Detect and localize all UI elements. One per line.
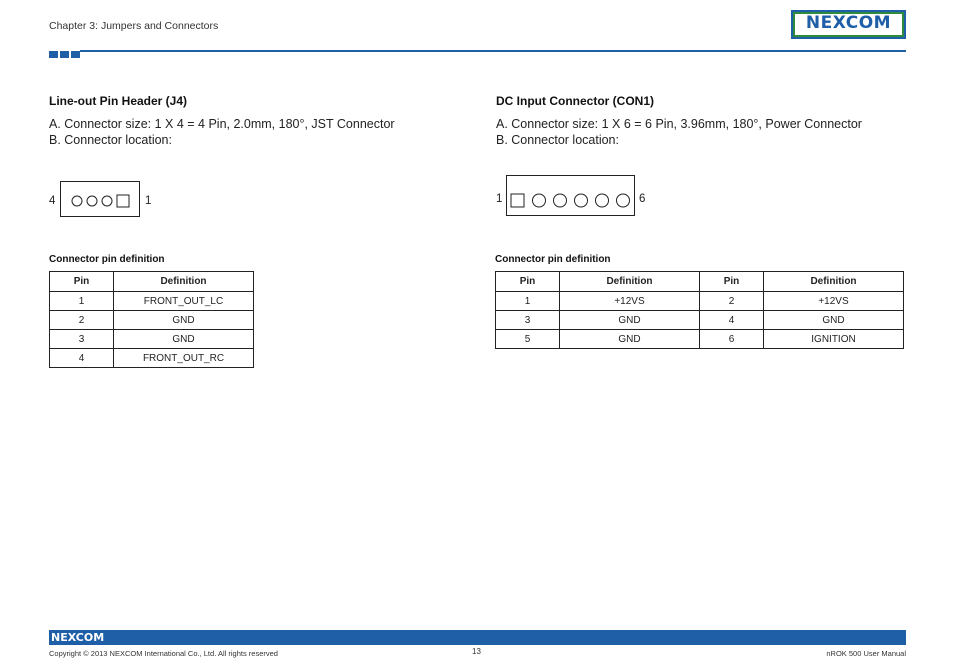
table-row — [50, 330, 254, 349]
pin-cell: 3 — [496, 311, 560, 330]
definition-cell: GND — [560, 311, 700, 330]
definition-cell: +12VS — [764, 292, 904, 311]
pin-cell: 5 — [496, 330, 560, 349]
connector-size-j4: A. Connector size: 1 X 4 = 4 Pin, 2.0mm, 180°, JST Connector — [49, 117, 395, 131]
header-rule — [80, 50, 906, 52]
table-row — [50, 292, 254, 311]
header-squares — [49, 51, 80, 58]
table-header-row — [496, 272, 904, 292]
table-row — [50, 311, 254, 330]
pin-definition-caption-con1: Connector pin definition — [495, 254, 611, 265]
column-header: Definition — [764, 272, 904, 292]
definition-cell: GND — [764, 311, 904, 330]
connector-location-con1: B. Connector location: — [496, 133, 619, 147]
definition-cell: GND — [560, 330, 700, 349]
connector-housing — [507, 176, 635, 216]
nexcom-logo — [791, 10, 906, 39]
pin-cell: 4 — [50, 349, 114, 368]
pin-cell: 4 — [700, 311, 764, 330]
section-title-con1: DC Input Connector (CON1) — [496, 94, 654, 108]
column-header: Pin — [50, 272, 114, 292]
pin-cell: 2 — [50, 311, 114, 330]
definition-cell: GND — [114, 330, 254, 349]
column-header: Pin — [496, 272, 560, 292]
definition-cell: FRONT_OUT_LC — [114, 292, 254, 311]
column-header: Definition — [114, 272, 254, 292]
table-row — [496, 311, 904, 330]
pin-label-right-j4: 1 — [145, 195, 152, 207]
pin-cell: 1 — [496, 292, 560, 311]
pin-definition-table-j4 — [49, 271, 254, 368]
definition-cell: GND — [114, 311, 254, 330]
logo-text: NEXCOM — [805, 13, 892, 33]
table-header-row — [50, 272, 254, 292]
pin-label-left-con1: 1 — [496, 193, 503, 205]
table-row — [496, 292, 904, 311]
definition-cell: IGNITION — [764, 330, 904, 349]
page-number: 13 — [472, 647, 481, 656]
copyright-text: Copyright © 2013 NEXCOM International Co., Ltd. All rights reserved — [49, 649, 278, 658]
pin-definition-caption-j4: Connector pin definition — [49, 254, 165, 265]
footer-bar — [49, 630, 906, 645]
pin-cell: 1 — [50, 292, 114, 311]
definition-cell: FRONT_OUT_RC — [114, 349, 254, 368]
footer-logo: NEXCOM — [51, 631, 105, 644]
square-icon — [60, 51, 69, 58]
connector-size-con1: A. Connector size: 1 X 6 = 6 Pin, 3.96mm, 180°, Power Connector — [496, 117, 862, 131]
pin-label-right-con1: 6 — [639, 193, 646, 205]
table-row — [496, 330, 904, 349]
pin-cell: 6 — [700, 330, 764, 349]
definition-cell: +12VS — [560, 292, 700, 311]
pin-definition-table-con1 — [495, 271, 904, 349]
column-header: Definition — [560, 272, 700, 292]
connector-diagram-con1 — [506, 175, 636, 217]
column-header: Pin — [700, 272, 764, 292]
square-icon — [49, 51, 58, 58]
connector-diagram-j4 — [60, 181, 140, 217]
square-icon — [71, 51, 80, 58]
table-row — [50, 349, 254, 368]
chapter-title: Chapter 3: Jumpers and Connectors — [49, 20, 219, 32]
pin-cell: 3 — [50, 330, 114, 349]
connector-location-j4: B. Connector location: — [49, 133, 172, 147]
manual-title: nROK 500 User Manual — [826, 649, 906, 658]
pin-label-left-j4: 4 — [49, 195, 56, 207]
pin-cell: 2 — [700, 292, 764, 311]
section-title-j4: Line-out Pin Header (J4) — [49, 94, 188, 108]
